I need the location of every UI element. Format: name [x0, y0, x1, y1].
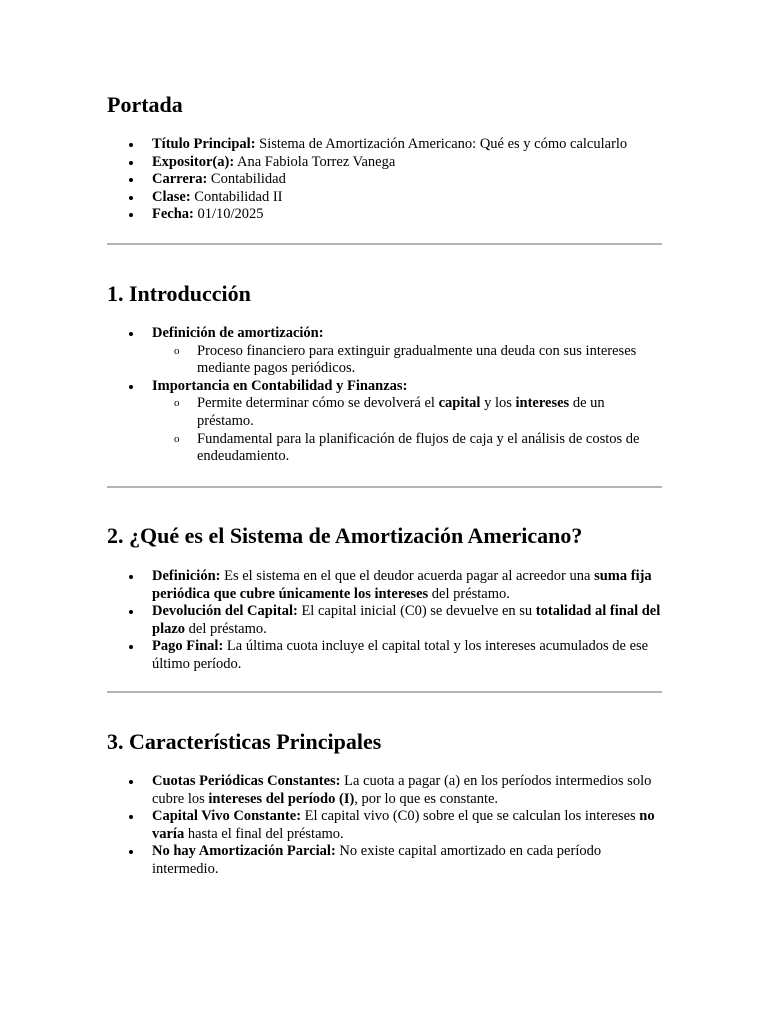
item-label: No hay Amortización Parcial: [152, 843, 336, 860]
text: Es el sistema en el que el deudor acuerda pagar al acreedor una [220, 568, 595, 584]
sub-list [152, 395, 662, 465]
list-item [107, 154, 662, 172]
list-item [107, 325, 662, 378]
list-item [107, 843, 662, 878]
text: El capital vivo (C0) sobre el que se calculan los intereses [301, 808, 640, 825]
list-item [107, 136, 662, 154]
section-portada [107, 92, 662, 224]
item-label: Cuotas Periódicas Constantes: [152, 773, 341, 789]
item-value: 01/10/2025 [193, 206, 264, 223]
bold-text: suma fija periódica que cubre únicamente los intereses [152, 568, 652, 602]
item-value: Contabilidad II [190, 188, 283, 205]
bold-text: capital [438, 395, 481, 412]
text: La última cuota incluye el capital total y los intereses acumulados de ese último período. [152, 638, 649, 672]
sub-list-item [152, 431, 662, 466]
list-item [107, 378, 662, 466]
sub-list-item [152, 343, 662, 378]
text: , por lo que es constante. [354, 790, 499, 807]
bold-text: intereses del período (I) [208, 790, 355, 807]
list-item [107, 808, 662, 843]
text: Permite determinar cómo se devolverá el [197, 395, 439, 412]
item-label: Pago Final: [152, 638, 224, 655]
item-value: Ana Fabiola Torrez Vanega [234, 153, 396, 170]
list-item [107, 773, 662, 808]
text: y los [480, 395, 516, 412]
item-label: Clase: [152, 188, 191, 205]
divider [107, 691, 662, 693]
item-label: Definición: [152, 568, 221, 584]
sub-item-text: Proceso financiero para extinguir gradualmente una deuda con sus intereses mediante pagos periódicos. [197, 342, 637, 377]
bold-text: intereses [515, 395, 570, 412]
list-item [107, 171, 662, 189]
portada-list [107, 136, 662, 224]
text: No existe capital amortizado en cada período intermedio. [152, 843, 602, 877]
text: El capital inicial (C0) se devuelve en su [297, 603, 536, 620]
text: del préstamo. [185, 620, 267, 637]
item-value: Sistema de Amortización Americano: Qué es y cómo calcularlo [255, 136, 628, 152]
text: del préstamo. [428, 585, 510, 602]
divider [107, 486, 662, 488]
section-caracteristicas [107, 729, 662, 879]
item-label: Fecha: [152, 206, 194, 223]
item-label: Capital Vivo Constante: [152, 808, 302, 825]
text: hasta el final del préstamo. [184, 825, 344, 842]
section-title: 2. ¿Qué es el Sistema de Amortización Americano? [107, 523, 583, 548]
section-title: 1. Introducción [107, 281, 251, 306]
sub-list-item [152, 395, 662, 430]
bold-text: totalidad al final del plazo [152, 603, 661, 637]
section-que-es [107, 523, 662, 674]
item-label: Devolución del Capital: [152, 603, 298, 620]
item-label: Definición de amortización: [152, 325, 324, 341]
section-title: Portada [107, 92, 183, 117]
list-item [107, 568, 662, 603]
section-title: 3. Características Principales [107, 729, 382, 754]
list-item [107, 603, 662, 638]
item-value: Contabilidad [207, 171, 286, 188]
item-label: Expositor(a): [152, 153, 235, 170]
caracteristicas-list [107, 773, 662, 879]
text: La cuota a pagar (a) en los períodos intermedios solo cubre los [152, 773, 652, 807]
divider [107, 243, 662, 245]
list-item [107, 189, 662, 207]
item-label: Importancia en Contabilidad y Finanzas: [152, 377, 408, 394]
sub-list [152, 343, 662, 378]
bold-text: no varía [152, 808, 655, 842]
text: de un préstamo. [197, 395, 605, 429]
list-item [107, 206, 662, 224]
item-label: Título Principal: [152, 136, 256, 152]
item-label: Carrera: [152, 171, 208, 188]
list-item [107, 638, 662, 673]
sub-item-text: Fundamental para la planificación de flujos de caja y el análisis de costos de endeudamiento. [197, 430, 640, 465]
intro-list [107, 325, 662, 466]
que-es-list [107, 568, 662, 674]
section-introduccion [107, 281, 662, 466]
